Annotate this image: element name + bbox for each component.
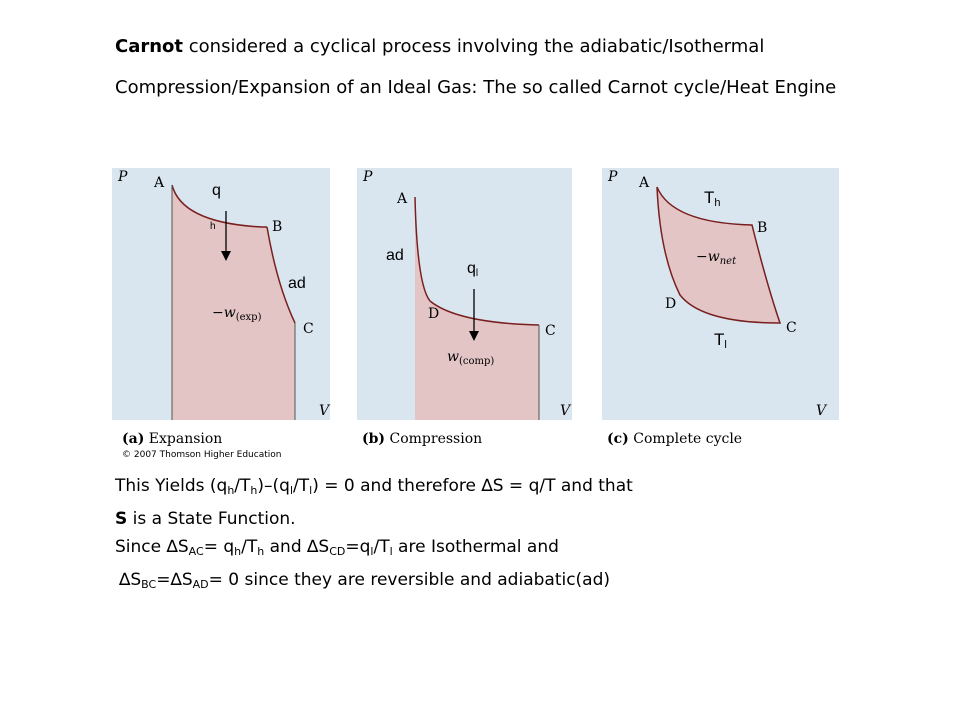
panel-expansion [112, 165, 332, 447]
text-fragment: and [264, 537, 308, 557]
delta-symbol: ∆ [481, 476, 493, 496]
text-fragment: S = q/T and that [492, 476, 633, 496]
text-fragment: S [177, 537, 189, 557]
text-fragment: /T [241, 537, 258, 557]
expansion-diagram [112, 165, 332, 447]
text-fragment: S [130, 570, 142, 590]
delta-symbol: ∆ [166, 537, 178, 557]
panel-compression [357, 165, 577, 447]
carnot-cycle-figure [112, 165, 847, 465]
text-fragment: S [318, 537, 330, 557]
heat-q-label: ql [467, 260, 479, 279]
explanation-line-4 [115, 566, 633, 599]
subscript: AC [188, 545, 204, 558]
point-d-label: D [428, 306, 440, 322]
axis-p-label: P [363, 169, 373, 185]
state-function-symbol: S [115, 509, 128, 529]
point-b-label: B [272, 219, 283, 235]
heading-line-1-text: considered a cyclical process involving the adiabatic/Isothermal [183, 36, 765, 57]
point-d-label: D [665, 296, 677, 312]
text-fragment: )–(q [257, 476, 290, 496]
subscript: h [250, 484, 258, 497]
subscript: l [389, 545, 393, 558]
text-fragment: = q [203, 537, 235, 557]
text-fragment: ) = 0 and therefore [312, 476, 482, 496]
point-c-label: C [786, 320, 797, 336]
text-fragment: /T [234, 476, 251, 496]
subscript: l [289, 484, 294, 497]
axis-v-label: V [319, 403, 330, 419]
temp-hot-label: Th [704, 188, 721, 209]
text-fragment: S [181, 570, 193, 590]
explanation-line-1 [115, 472, 633, 505]
heading-line-1 [115, 36, 764, 58]
explanation-line-3 [115, 533, 633, 566]
work-label: $-w_{(exp)}$ [212, 305, 262, 323]
heat-q-label: q [212, 182, 221, 199]
text-fragment: /T [293, 476, 310, 496]
explanation-line-2 [115, 505, 633, 533]
explanation-text [115, 472, 633, 599]
delta-symbol: ∆ [170, 570, 182, 590]
axis-p-label: P [118, 169, 128, 185]
delta-symbol: ∆ [307, 537, 319, 557]
temp-cold-label: Tl [714, 330, 727, 351]
cycle-diagram [602, 165, 842, 447]
adiabatic-label: ad [288, 275, 306, 292]
text-fragment: /T [373, 537, 390, 557]
subscript: h [257, 545, 265, 558]
point-c-label: C [545, 323, 556, 339]
subscript: BC [141, 578, 157, 591]
copyright-notice: © 2007 Thomson Higher Education [122, 450, 282, 460]
point-a-label: A [397, 191, 408, 207]
heading-carnot: Carnot [115, 36, 184, 57]
text-fragment: This Yields (q [115, 476, 228, 496]
text-fragment: = 0 since they are reversible and adiabatic(ad) [208, 570, 611, 590]
subscript: h [227, 484, 235, 497]
subscript: AD [192, 578, 209, 591]
point-b-label: B [757, 220, 768, 236]
point-c-label: C [303, 321, 314, 337]
caption-compression: (b) Compression [362, 431, 483, 447]
text-fragment: Since [115, 537, 167, 557]
work-label: $-w_{net}$ [696, 249, 737, 267]
axis-v-label: V [560, 403, 571, 419]
delta-symbol: ∆ [119, 570, 131, 590]
text-fragment: is a State Function. [127, 509, 296, 529]
compression-diagram [357, 165, 577, 447]
axis-v-label: V [816, 403, 827, 419]
work-label: $w_{(comp)}$ [447, 349, 495, 367]
adiabatic-label: ad [386, 247, 404, 264]
caption-complete-cycle: (c) Complete cycle [607, 431, 743, 447]
point-a-label: A [154, 175, 165, 191]
axis-p-label: P [608, 169, 618, 185]
panel-complete-cycle [602, 165, 842, 447]
subscript: CD [329, 545, 346, 558]
text-fragment: = [156, 570, 171, 590]
subscript: h [234, 545, 242, 558]
heat-q-subscript: h [210, 221, 216, 232]
heading-line-2: Compression/Expansion of an Ideal Gas: The so called Carnot cycle/Heat Engine [115, 77, 837, 98]
text-fragment: are Isothermal and [392, 537, 559, 557]
text-fragment: =q [345, 537, 371, 557]
point-a-label: A [639, 175, 650, 191]
caption-expansion: (a) Expansion [122, 431, 223, 447]
subscript: l [370, 545, 374, 558]
subscript: l [309, 484, 313, 497]
